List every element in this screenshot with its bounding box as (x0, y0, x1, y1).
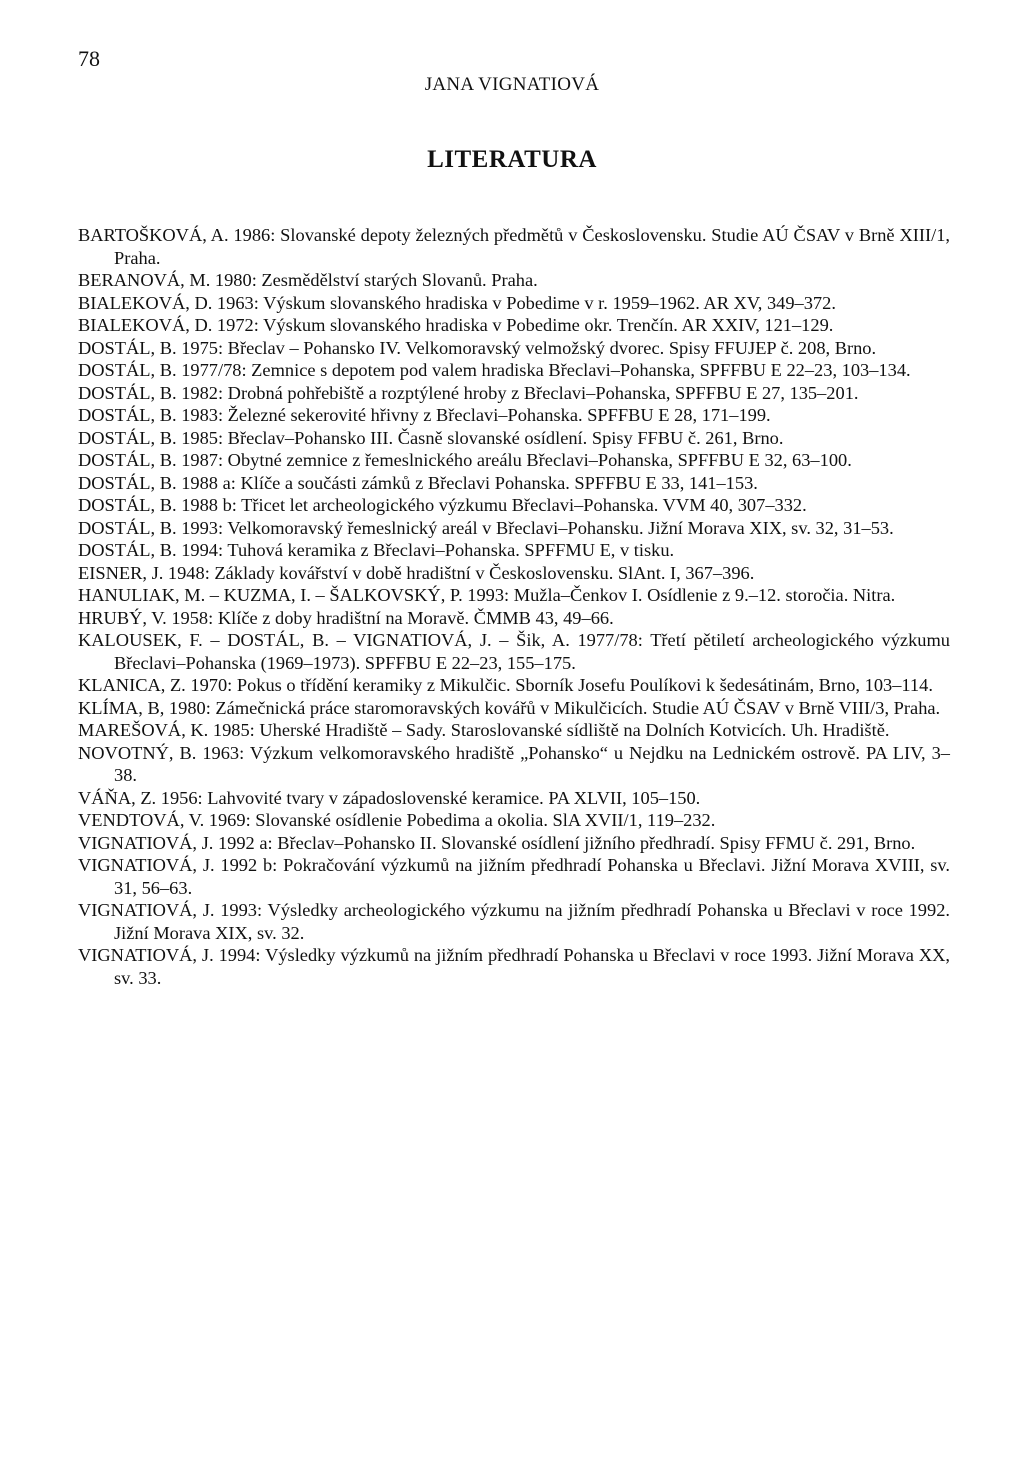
reference-item: VIGNATIOVÁ, J. 1992 a: Břeclav–Pohansko II. Slovanské osídlení jižního předhradí. Spisy FFMU č. 291, Brno. (78, 832, 916, 853)
reference-item: BARTOŠKOVÁ, A. 1986: Slovanské depoty železných předmětů v Československu. Studie AÚ ČSAV v Brně XIII/1, Praha. (78, 225, 950, 268)
page-number: 78 (78, 46, 100, 71)
reference-item: KALOUSEK, F. – DOSTÁL, B. – VIGNATIOVÁ, J. – Šik, A. 1977/78: Třetí pětiletí archeologického výzkumu Břeclavi–Pohanska (1969–1973). SPFFBU E 22–23, 155–175. (78, 630, 950, 673)
reference-item: VÁŇA, Z. 1956: Lahvovité tvary v západoslovenské keramice. PA XLVII, 105–150. (78, 787, 701, 808)
reference-item: DOSTÁL, B. 1988 a: Klíče a součásti zámků z Břeclavi Pohanska. SPFFBU E 33, 141–153. (78, 472, 758, 493)
reference-item: KLÍMA, B, 1980: Zámečnická práce staromoravských kovářů v Mikulčicích. Studie AÚ ČSAV v Brně VIII/3, Praha. (78, 697, 941, 718)
reference-item: DOSTÁL, B. 1994: Tuhová keramika z Břeclavi–Pohanska. SPFFMU E, v tisku. (78, 540, 675, 560)
reference-item: BIALEKOVÁ, D. 1963: Výskum slovanského hradiska v Pobedime v r. 1959–1962. AR XV, 349–372. (78, 292, 836, 313)
reference-item: DOSTÁL, B. 1987: Obytné zemnice z řemeslnického areálu Břeclavi–Pohanska, SPFFBU E 32, 63–100. (78, 450, 852, 470)
section-title: LITERATURA (427, 146, 597, 173)
reference-item: DOSTÁL, B. 1983: Železné sekerovité hřivny z Břeclavi–Pohanska. SPFFBU E 28, 171–199. (78, 405, 771, 425)
reference-item: VIGNATIOVÁ, J. 1992 b: Pokračování výzkumů na jižním předhradí Pohanska u Břeclavi. Jižní Morava XVIII, sv. 31, 56–63. (78, 855, 950, 898)
reference-item: DOSTÁL, B. 1993: Velkomoravský řemeslnický areál v Břeclavi–Pohansku. Jižní Morava XIX, sv. 32, 31–53. (78, 517, 894, 538)
reference-item: VIGNATIOVÁ, J. 1994: Výsledky výzkumů na jižním předhradí Pohanska u Břeclavi v roce 1993. Jižní Morava XX, sv. 33. (78, 945, 950, 988)
reference-item: KLANICA, Z. 1970: Pokus o třídění keramiky z Mikulčic. Sborník Josefu Poulíkovi k šedesátinám, Brno, 103–114. (78, 675, 933, 695)
reference-item: DOSTÁL, B. 1985: Břeclav–Pohansko III. Časně slovanské osídlení. Spisy FFBU č. 261, Brno. (78, 427, 784, 448)
reference-item: HANULIAK, M. – KUZMA, I. – ŠALKOVSKÝ, P. 1993: Mužla–Čenkov I. Osídlenie z 9.–12. storočia. Nitra. (78, 585, 896, 605)
reference-item: DOSTÁL, B. 1982: Drobná pohřebiště a rozptýlené hroby z Břeclavi–Pohanska, SPFFBU E 27, 135–201. (78, 382, 859, 403)
reference-item: VIGNATIOVÁ, J. 1993: Výsledky archeologického výzkumu na jižním předhradí Pohanska u Břeclavi v roce 1992. Jižní Morava XIX, sv. 32. (78, 900, 950, 943)
reference-list (78, 224, 950, 989)
reference-item: EISNER, J. 1948: Základy kovářství v době hradištní v Československu. SlAnt. I, 367–396. (78, 562, 755, 583)
reference-item: DOSTÁL, B. 1975: Břeclav – Pohansko IV. Velkomoravský velmožský dvorec. Spisy FFUJEP č. 208, Brno. (78, 337, 877, 358)
reference-item: HRUBÝ, V. 1958: Klíče z doby hradištní na Moravě. ČMMB 43, 49–66. (78, 607, 614, 628)
reference-item: BERANOVÁ, M. 1980: Zesmědělství starých Slovanů. Praha. (78, 270, 538, 290)
reference-item: BIALEKOVÁ, D. 1972: Výskum slovanského hradiska v Pobedime okr. Trenčín. AR XXIV, 121–129. (78, 315, 834, 335)
reference-item: NOVOTNÝ, B. 1963: Výzkum velkomoravského hradiště „Pohansko“ u Nejdku na Lednickém ostrově. PA LIV, 3–38. (78, 742, 950, 785)
reference-item: DOSTÁL, B. 1988 b: Třicet let archeologického výzkumu Břeclavi–Pohanska. VVM 40, 307–332. (78, 495, 807, 515)
reference-item: MAREŠOVÁ, K. 1985: Uherské Hradiště – Sady. Staroslovanské sídliště na Dolních Kotvicích. Uh. Hradiště. (78, 720, 890, 740)
reference-item: VENDTOVÁ, V. 1969: Slovanské osídlenie Pobedima a okolia. SlA XVII/1, 119–232. (78, 810, 716, 830)
running-head-author: JANA VIGNATIOVÁ (424, 74, 600, 95)
reference-item: DOSTÁL, B. 1977/78: Zemnice s depotem pod valem hradiska Břeclavi–Pohanska, SPFFBU E 22–23, 103–134. (78, 360, 911, 380)
